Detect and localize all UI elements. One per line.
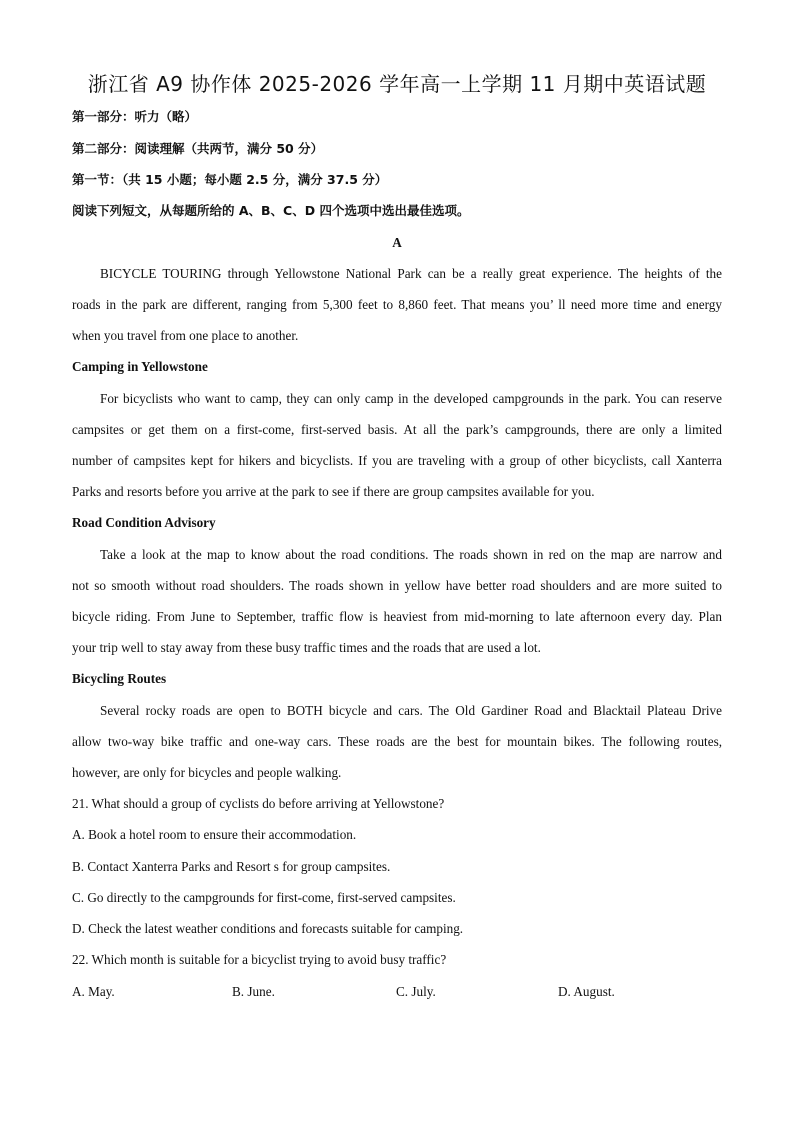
intro-line: roads in the park are different, ranging from 5,300 feet to 8,860 feet. That means you’ ll need more time and energy — [72, 297, 722, 312]
road-line: bicycle riding. From June to September, traffic flow is heaviest from mid-morning to late afternoon every day. Plan — [72, 609, 722, 624]
section-heading-road: Road Condition Advisory — [72, 515, 216, 530]
question-22-option-d: D. August. — [558, 984, 615, 999]
camping-line: For bicyclists who want to camp, they can only camp in the developed campgrounds in the park. You can reserve — [100, 391, 722, 406]
part1-heading: 第一部分：听力（略） — [72, 109, 198, 124]
question-22-option-a: A. May. — [72, 984, 115, 999]
section-heading-routes: Bicycling Routes — [72, 671, 167, 686]
exam-title: 浙江省 A9 协作体 2025-2026 学年高一上学期 11 月期中英语试题 — [87, 72, 707, 96]
question-21-option-b: B. Contact Xanterra Parks and Resort s for group campsites. — [72, 859, 391, 874]
camping-line: campsites or get them on a first-come, first-served basis. At all the park’s campgrounds, there are only a limited — [72, 422, 722, 437]
question-21-option-c: C. Go directly to the campgrounds for first-come, first-served campsites. — [72, 890, 456, 905]
road-line: not so smooth without road shoulders. The roads shown in yellow have better road shoulders and are more suited to — [72, 578, 722, 593]
instruction-text: 阅读下列短文，从每题所给的 A、B、C、D 四个选项中选出最佳选项。 — [72, 203, 470, 218]
question-22-option-c: C. July. — [396, 984, 436, 999]
camping-line: Parks and resorts before you arrive at the park to see if there are group campsites available for you. — [72, 484, 595, 499]
road-line: your trip well to stay away from these busy traffic times and the roads that are used a lot. — [72, 640, 541, 655]
routes-line: Several rocky roads are open to BOTH bicycle and cars. The Old Gardiner Road and Blacktail Plateau Drive — [100, 703, 722, 718]
intro-line: BICYCLE TOURING through Yellowstone National Park can be a really great experience. The heights of the — [100, 266, 722, 281]
question-21-option-d: D. Check the latest weather conditions and forecasts suitable for camping. — [72, 921, 464, 936]
routes-line: however, are only for bicycles and people walking. — [72, 765, 342, 780]
question-22-option-b: B. June. — [232, 984, 275, 999]
part2-heading: 第二部分：阅读理解（共两节，满分 50 分） — [72, 141, 324, 156]
road-line: Take a look at the map to know about the road conditions. The roads shown in red on the map are narrow and — [100, 547, 722, 562]
section-heading-camping: Camping in Yellowstone — [72, 359, 208, 374]
passage-label: A — [392, 235, 402, 250]
camping-line: number of campsites kept for hikers and bicyclists. If you are traveling with a group of other bicyclists, call Xanterra — [72, 453, 722, 468]
section1-heading: 第一节：（共 15 小题；每小题 2.5 分，满分 37.5 分） — [72, 172, 388, 187]
question-21-stem: 21. What should a group of cyclists do before arriving at Yellowstone? — [72, 796, 445, 811]
routes-line: allow two-way bike traffic and one-way cars. These roads are the best for mountain bikes. The following routes, — [72, 734, 722, 749]
question-22-stem: 22. Which month is suitable for a bicyclist trying to avoid busy traffic? — [72, 952, 447, 967]
question-21-option-a: A. Book a hotel room to ensure their accommodation. — [72, 827, 357, 842]
intro-line: when you travel from one place to another. — [72, 328, 299, 343]
